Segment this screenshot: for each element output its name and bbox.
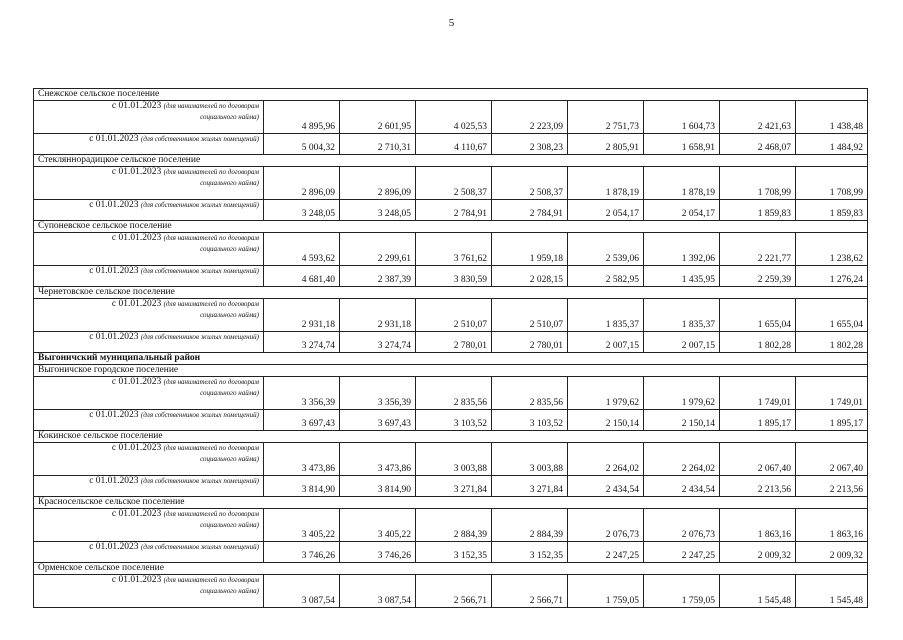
row-label — [34, 542, 264, 563]
section-row — [34, 431, 868, 443]
value-cell: 2 007,15 — [568, 332, 644, 353]
value-cell: 2 150,14 — [568, 410, 644, 431]
value-cell: 3 761,62 — [416, 233, 492, 266]
value-cell: 1 438,48 — [796, 101, 868, 134]
table-row — [34, 233, 868, 266]
date-label: с 01.01.2023 — [111, 167, 162, 177]
table-row — [34, 299, 868, 332]
date-label: с 01.01.2023 — [89, 410, 139, 420]
value-cell: 2 931,18 — [340, 299, 416, 332]
category-note: социального найма) — [200, 521, 259, 529]
value-cell: 1 658,91 — [644, 134, 720, 155]
value-cell: 3 103,52 — [416, 410, 492, 431]
value-cell: 2 835,56 — [492, 377, 568, 410]
value-cell: 1 835,37 — [568, 299, 644, 332]
category-note: социального найма) — [200, 455, 259, 463]
value-cell: 1 545,48 — [720, 575, 796, 608]
value-cell: 2 508,37 — [416, 167, 492, 200]
category-note: (для нанимателей по договорам — [163, 300, 259, 308]
row-label — [34, 299, 264, 332]
value-cell: 3 473,86 — [340, 443, 416, 476]
value-cell: 1 655,04 — [796, 299, 868, 332]
table-row — [34, 134, 868, 155]
date-label: с 01.01.2023 — [89, 200, 139, 210]
settlement-heading: Орменское сельское поселение — [34, 563, 868, 575]
category-note: (для собственников жилых помещений) — [140, 543, 259, 551]
value-cell: 2 805,91 — [568, 134, 644, 155]
page-number: 5 — [448, 17, 455, 29]
settlement-heading: Снежское сельское поселение — [34, 89, 868, 101]
value-cell: 2 213,56 — [720, 476, 796, 497]
date-label: с 01.01.2023 — [89, 266, 139, 276]
value-cell: 2 067,40 — [720, 443, 796, 476]
value-cell: 1 802,28 — [720, 332, 796, 353]
category-note: (для нанимателей по договорам — [163, 168, 259, 176]
value-cell: 2 028,15 — [492, 266, 568, 287]
value-cell: 2 054,17 — [644, 200, 720, 221]
row-label — [34, 200, 264, 221]
category-note: (для собственников жилых помещений) — [140, 411, 259, 419]
date-label: с 01.01.2023 — [111, 509, 162, 519]
table-row — [34, 266, 868, 287]
date-label: с 01.01.2023 — [89, 476, 139, 486]
date-label: с 01.01.2023 — [111, 101, 162, 111]
value-cell: 2 582,95 — [568, 266, 644, 287]
value-cell: 2 566,71 — [416, 575, 492, 608]
value-cell: 1 435,95 — [644, 266, 720, 287]
row-label — [34, 233, 264, 266]
value-cell: 4 895,96 — [264, 101, 340, 134]
value-cell: 2 835,56 — [416, 377, 492, 410]
value-cell: 1 878,19 — [568, 167, 644, 200]
date-label: с 01.01.2023 — [89, 542, 139, 552]
settlement-heading: Чернетовское сельское поселение — [34, 287, 868, 299]
value-cell: 2 009,32 — [796, 542, 868, 563]
category-note: (для собственников жилых помещений) — [140, 201, 259, 209]
value-cell: 1 655,04 — [720, 299, 796, 332]
row-label — [34, 134, 264, 155]
value-cell: 2 247,25 — [644, 542, 720, 563]
settlement-heading: Стекляннорадицкое сельское поселение — [34, 155, 868, 167]
value-cell: 1 878,19 — [644, 167, 720, 200]
value-cell: 3 274,74 — [340, 332, 416, 353]
category-note: социального найма) — [200, 311, 259, 319]
value-cell: 3 405,22 — [264, 509, 340, 542]
table-row — [34, 332, 868, 353]
date-label: с 01.01.2023 — [111, 233, 162, 243]
value-cell: 1 276,24 — [796, 266, 868, 287]
value-cell: 2 896,09 — [340, 167, 416, 200]
category-note: социального найма) — [200, 245, 259, 253]
value-cell: 2 264,02 — [644, 443, 720, 476]
value-cell: 3 152,35 — [416, 542, 492, 563]
value-cell: 3 356,39 — [340, 377, 416, 410]
value-cell: 2 751,73 — [568, 101, 644, 134]
value-cell: 3 152,35 — [492, 542, 568, 563]
table-row — [34, 200, 868, 221]
value-cell: 1 863,16 — [796, 509, 868, 542]
value-cell: 2 421,63 — [720, 101, 796, 134]
row-label — [34, 575, 264, 608]
category-note: социального найма) — [200, 113, 259, 121]
value-cell: 1 238,62 — [796, 233, 868, 266]
value-cell: 2 213,56 — [796, 476, 868, 497]
value-cell: 1 979,62 — [568, 377, 644, 410]
value-cell: 2 434,54 — [568, 476, 644, 497]
value-cell: 5 004,32 — [264, 134, 340, 155]
section-row — [34, 365, 868, 377]
value-cell: 1 749,01 — [796, 377, 868, 410]
value-cell: 1 759,05 — [644, 575, 720, 608]
category-note: (для собственников жилых помещений) — [140, 333, 259, 341]
value-cell: 3 248,05 — [264, 200, 340, 221]
category-note: (для нанимателей по договорам — [163, 378, 259, 386]
value-cell: 2 221,77 — [720, 233, 796, 266]
value-cell: 2 299,61 — [340, 233, 416, 266]
value-cell: 2 308,23 — [492, 134, 568, 155]
table-row — [34, 377, 868, 410]
value-cell: 1 484,92 — [796, 134, 868, 155]
section-row — [34, 89, 868, 101]
value-cell: 2 896,09 — [264, 167, 340, 200]
row-label — [34, 101, 264, 134]
section-row — [34, 155, 868, 167]
value-cell: 1 604,73 — [644, 101, 720, 134]
value-cell: 2 784,91 — [416, 200, 492, 221]
value-cell: 1 859,83 — [720, 200, 796, 221]
value-cell: 3 271,84 — [492, 476, 568, 497]
section-row — [34, 497, 868, 509]
table-row — [34, 476, 868, 497]
table-row — [34, 509, 868, 542]
row-label — [34, 266, 264, 287]
value-cell: 4 593,62 — [264, 233, 340, 266]
category-note: (для собственников жилых помещений) — [140, 267, 259, 275]
value-cell: 2 780,01 — [416, 332, 492, 353]
value-cell: 3 087,54 — [340, 575, 416, 608]
value-cell: 3 405,22 — [340, 509, 416, 542]
value-cell: 2 054,17 — [568, 200, 644, 221]
category-note: (для нанимателей по договорам — [163, 234, 259, 242]
value-cell: 3 003,88 — [416, 443, 492, 476]
section-row — [34, 353, 868, 365]
value-cell: 3 814,90 — [340, 476, 416, 497]
value-cell: 2 387,39 — [340, 266, 416, 287]
value-cell: 1 895,17 — [720, 410, 796, 431]
value-cell: 1 959,18 — [492, 233, 568, 266]
value-cell: 2 007,15 — [644, 332, 720, 353]
value-cell: 1 759,05 — [568, 575, 644, 608]
date-label: с 01.01.2023 — [111, 377, 162, 387]
row-label — [34, 509, 264, 542]
value-cell: 3 746,26 — [340, 542, 416, 563]
value-cell: 4 110,67 — [416, 134, 492, 155]
value-cell: 3 274,74 — [264, 332, 340, 353]
value-cell: 2 884,39 — [492, 509, 568, 542]
value-cell: 2 076,73 — [644, 509, 720, 542]
value-cell: 2 601,95 — [340, 101, 416, 134]
date-label: с 01.01.2023 — [89, 332, 139, 342]
value-cell: 1 392,06 — [644, 233, 720, 266]
table-row — [34, 443, 868, 476]
value-cell: 3 003,88 — [492, 443, 568, 476]
value-cell: 2 468,07 — [720, 134, 796, 155]
value-cell: 2 710,31 — [340, 134, 416, 155]
category-note: (для нанимателей по договорам — [163, 102, 259, 110]
value-cell: 2 884,39 — [416, 509, 492, 542]
value-cell: 2 150,14 — [644, 410, 720, 431]
row-label — [34, 476, 264, 497]
value-cell: 1 835,37 — [644, 299, 720, 332]
category-note: (для нанимателей по договорам — [163, 510, 259, 518]
settlement-heading: Выгоничское городское поселение — [34, 365, 868, 377]
section-row — [34, 221, 868, 233]
table-row — [34, 101, 868, 134]
date-label: с 01.01.2023 — [89, 134, 139, 144]
table-row — [34, 575, 868, 608]
value-cell: 3 473,86 — [264, 443, 340, 476]
value-cell: 3 746,26 — [264, 542, 340, 563]
value-cell: 3 697,43 — [340, 410, 416, 431]
row-label — [34, 410, 264, 431]
value-cell: 2 067,40 — [796, 443, 868, 476]
value-cell: 2 076,73 — [568, 509, 644, 542]
date-label: с 01.01.2023 — [111, 443, 162, 453]
value-cell: 2 539,06 — [568, 233, 644, 266]
value-cell: 4 025,53 — [416, 101, 492, 134]
value-cell: 2 259,39 — [720, 266, 796, 287]
value-cell: 1 859,83 — [796, 200, 868, 221]
value-cell: 1 708,99 — [720, 167, 796, 200]
table-body — [34, 89, 868, 608]
value-cell: 1 863,16 — [720, 509, 796, 542]
value-cell: 1 895,17 — [796, 410, 868, 431]
value-cell: 3 103,52 — [492, 410, 568, 431]
category-note: социального найма) — [200, 587, 259, 595]
value-cell: 2 784,91 — [492, 200, 568, 221]
date-label: с 01.01.2023 — [111, 299, 162, 309]
settlement-heading: Красносельское сельское поселение — [34, 497, 868, 509]
row-label — [34, 443, 264, 476]
district-heading: Выгоничский муниципальный район — [34, 353, 868, 365]
value-cell: 3 087,54 — [264, 575, 340, 608]
value-cell: 2 223,09 — [492, 101, 568, 134]
section-row — [34, 287, 868, 299]
value-cell: 1 979,62 — [644, 377, 720, 410]
category-note: социального найма) — [200, 179, 259, 187]
value-cell: 2 009,32 — [720, 542, 796, 563]
table-row — [34, 410, 868, 431]
value-cell: 3 697,43 — [264, 410, 340, 431]
value-cell: 2 508,37 — [492, 167, 568, 200]
category-note: (для нанимателей по договорам — [163, 576, 259, 584]
value-cell: 1 749,01 — [720, 377, 796, 410]
value-cell: 2 434,54 — [644, 476, 720, 497]
value-cell: 1 545,48 — [796, 575, 868, 608]
settlement-heading: Супоневское сельское поселение — [34, 221, 868, 233]
settlement-heading: Кокинское сельское поселение — [34, 431, 868, 443]
value-cell: 1 802,28 — [796, 332, 868, 353]
section-row — [34, 563, 868, 575]
value-cell: 3 356,39 — [264, 377, 340, 410]
value-cell: 3 271,84 — [416, 476, 492, 497]
category-note: (для собственников жилых помещений) — [140, 135, 259, 143]
table-row — [34, 542, 868, 563]
tariff-table — [33, 88, 868, 608]
row-label — [34, 377, 264, 410]
value-cell: 3 248,05 — [340, 200, 416, 221]
value-cell: 4 681,40 — [264, 266, 340, 287]
value-cell: 3 814,90 — [264, 476, 340, 497]
value-cell: 2 247,25 — [568, 542, 644, 563]
value-cell: 1 708,99 — [796, 167, 868, 200]
value-cell: 2 510,07 — [492, 299, 568, 332]
value-cell: 2 780,01 — [492, 332, 568, 353]
category-note: социального найма) — [200, 389, 259, 397]
value-cell: 2 931,18 — [264, 299, 340, 332]
row-label — [34, 167, 264, 200]
value-cell: 2 264,02 — [568, 443, 644, 476]
table-row — [34, 167, 868, 200]
value-cell: 2 566,71 — [492, 575, 568, 608]
value-cell: 3 830,59 — [416, 266, 492, 287]
row-label — [34, 332, 264, 353]
date-label: с 01.01.2023 — [111, 575, 162, 585]
value-cell: 2 510,07 — [416, 299, 492, 332]
category-note: (для нанимателей по договорам — [163, 444, 259, 452]
category-note: (для собственников жилых помещений) — [140, 477, 259, 485]
